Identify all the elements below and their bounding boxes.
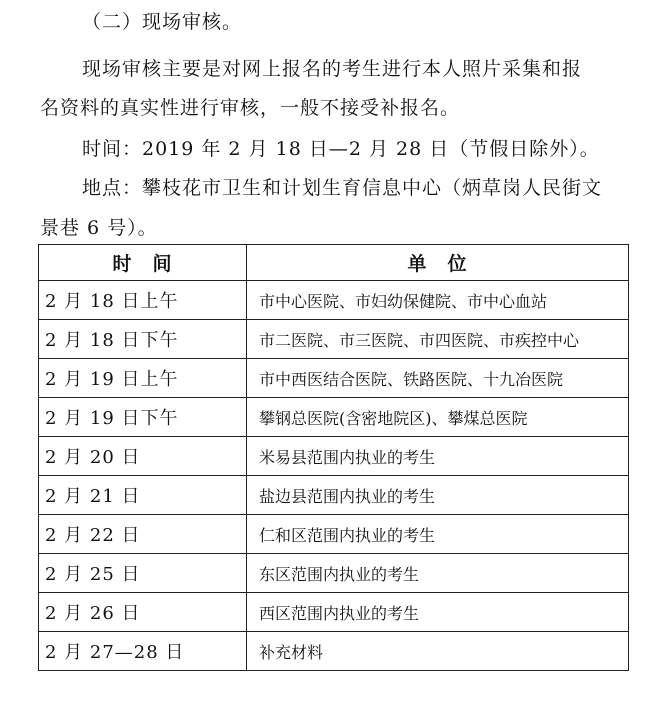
cell-time: 2 月 19 日下午 xyxy=(39,398,247,437)
section-title: （二）现场审核。 xyxy=(82,11,243,33)
table-row xyxy=(39,632,629,671)
cell-unit: 西区范围内执业的考生 xyxy=(247,593,629,632)
cell-unit: 东区范围内执业的考生 xyxy=(247,554,629,593)
paragraph-review-line-1: 现场审核主要是对网上报名的考生进行本人照片采集和报 xyxy=(82,58,583,80)
schedule-table xyxy=(38,244,629,671)
cell-unit: 市二医院、市三医院、市四医院、市疾控中心 xyxy=(247,320,629,359)
table-row xyxy=(39,320,629,359)
header-time: 时 间 xyxy=(39,245,247,281)
cell-unit: 盐边县范围内执业的考生 xyxy=(247,476,629,515)
cell-unit: 市中心医院、市妇幼保健院、市中心血站 xyxy=(247,281,629,320)
cell-time: 2 月 22 日 xyxy=(39,515,247,554)
location-line-1: 地点：攀枝花市卫生和计划生育信息中心（炳草岗人民街文 xyxy=(82,177,603,199)
table-row xyxy=(39,437,629,476)
location-line-2: 景巷 6 号）。 xyxy=(40,217,158,239)
table-row xyxy=(39,281,629,320)
cell-time: 2 月 25 日 xyxy=(39,554,247,593)
cell-unit: 攀钢总医院(含密地院区)、攀煤总医院 xyxy=(247,398,629,437)
cell-time: 2 月 21 日 xyxy=(39,476,247,515)
table-header-row xyxy=(39,245,629,281)
cell-time: 2 月 27—28 日 xyxy=(39,632,247,671)
paragraph-review-line-2: 名资料的真实性进行审核，一般不接受补报名。 xyxy=(40,97,461,119)
cell-unit: 补充材料 xyxy=(247,632,629,671)
cell-time: 2 月 20 日 xyxy=(39,437,247,476)
cell-unit: 市中西医结合医院、铁路医院、十九冶医院 xyxy=(247,359,629,398)
table-row xyxy=(39,476,629,515)
header-unit: 单 位 xyxy=(247,245,629,281)
table-row xyxy=(39,593,629,632)
time-line: 时间：2019 年 2 月 18 日—2 月 28 日（节假日除外）。 xyxy=(82,138,600,160)
cell-time: 2 月 19 日上午 xyxy=(39,359,247,398)
cell-unit: 仁和区范围内执业的考生 xyxy=(247,515,629,554)
cell-time: 2 月 18 日上午 xyxy=(39,281,247,320)
table-row xyxy=(39,515,629,554)
cell-time: 2 月 26 日 xyxy=(39,593,247,632)
table-row xyxy=(39,398,629,437)
cell-time: 2 月 18 日下午 xyxy=(39,320,247,359)
table-row xyxy=(39,554,629,593)
cell-unit: 米易县范围内执业的考生 xyxy=(247,437,629,476)
table-row xyxy=(39,359,629,398)
